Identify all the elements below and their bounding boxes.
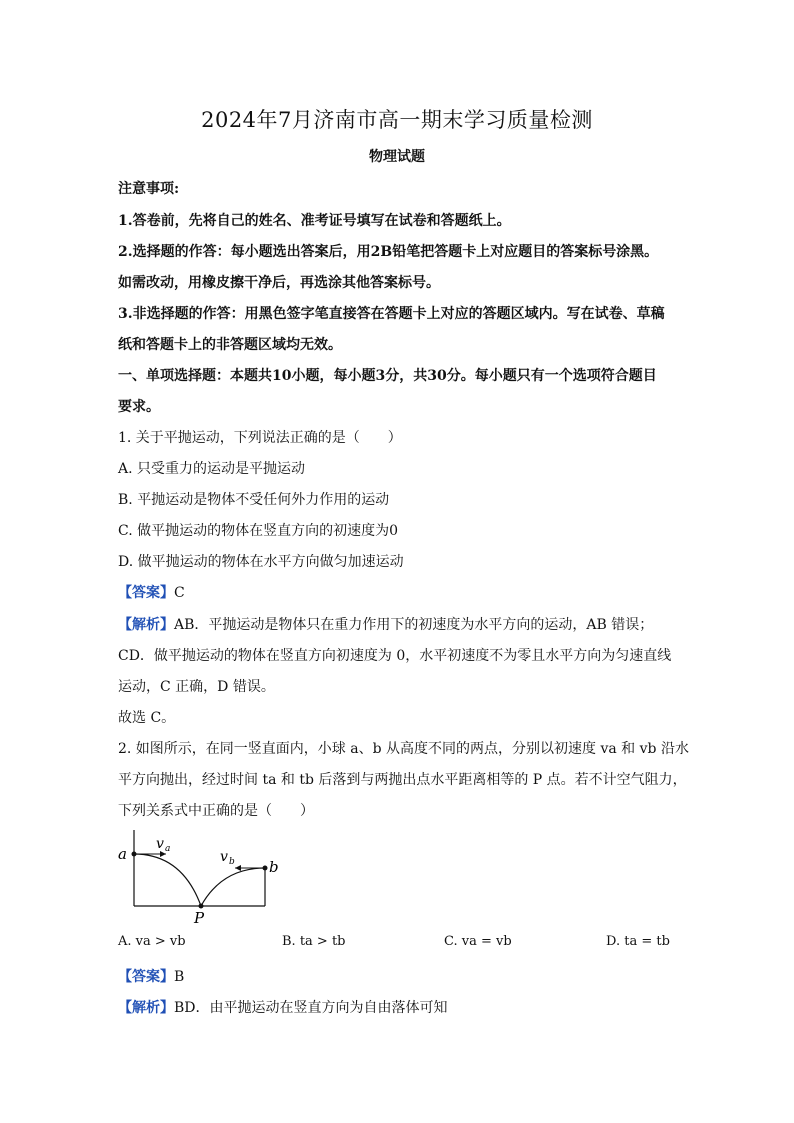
q2-answer-value: B: [174, 969, 185, 985]
section-heading-cont: 要求。: [118, 399, 160, 415]
note-3b: 纸和答题卡上的非答题区域均无效。: [118, 337, 342, 353]
page-title: 2024年7月济南市高一期末学习质量检测: [201, 108, 593, 132]
q2-option-d: D. ta = tb: [606, 934, 670, 949]
label-a: a: [118, 845, 127, 863]
label-b: b: [269, 858, 279, 876]
q2-answer: [118, 966, 678, 986]
q2-option-a: A. va > vb: [118, 934, 186, 949]
answer-tag: 【答案】: [118, 585, 174, 601]
q2-stem-1: 2. 如图所示，在同一竖直面内，小球 a、b 从高度不同的两点，分别以初速度 va 和 vb 沿水: [118, 741, 689, 757]
projectile-figure: [112, 826, 292, 926]
q1-conclusion: 故选 C。: [118, 710, 176, 726]
answer-tag: 【答案】: [118, 969, 174, 985]
q1-stem: 1. 关于平抛运动，下列说法正确的是（ ）: [118, 430, 402, 446]
page-subtitle: 物理试题: [369, 149, 425, 165]
label-vb: v: [220, 849, 228, 865]
q1-analysis-2: CD．做平抛运动的物体在竖直方向初速度为 0，水平初速度不为零且水平方向为匀速直线: [118, 648, 672, 664]
q1-option-a: A. 只受重力的运动是平抛运动: [118, 461, 306, 477]
q2-stem-2: 平方向抛出，经过时间 ta 和 tb 后落到与两抛出点水平距离相等的 P 点。若不计空气阻力，: [118, 772, 687, 788]
section-heading: 一、单项选择题：本题共10小题，每小题3分，共30分。每小题只有一个选项符合题目: [118, 368, 657, 384]
note-3a: 3.非选择题的作答：用黑色签字笔直接答在答题卡上对应的答题区域内。写在试卷、草稿: [118, 306, 665, 322]
q2-analysis-1: [118, 997, 678, 1017]
note-2a: 2.选择题的作答：每小题选出答案后，用2B铅笔把答题卡上对应题目的答案标号涂黑。: [118, 244, 659, 260]
q1-analysis-text-1: AB．平抛运动是物体只在重力作用下的初速度为水平方向的运动，AB 错误；: [174, 617, 654, 633]
q1-option-b: B. 平抛运动是物体不受任何外力作用的运动: [118, 492, 390, 508]
analysis-tag: 【解析】: [118, 617, 174, 633]
label-vb-sub: b: [229, 857, 235, 867]
point-b: [263, 866, 268, 871]
label-va-sub: a: [165, 844, 171, 854]
label-P: P: [194, 909, 205, 926]
point-P: [199, 904, 204, 909]
q1-option-d: D. 做平抛运动的物体在水平方向做匀加速运动: [118, 554, 404, 570]
q1-analysis-3: 运动，C 正确，D 错误。: [118, 679, 275, 695]
arrowhead-b: [235, 865, 241, 871]
trajectory-a: [134, 854, 201, 906]
note-2b: 如需改动，用橡皮擦干净后，再选涂其他答案标号。: [118, 275, 440, 291]
q1-answer: [118, 582, 678, 602]
q2-option-c: C. va = vb: [444, 934, 512, 949]
note-1: 1.答卷前，先将自己的姓名、准考证号填写在试卷和答题纸上。: [118, 213, 511, 229]
q2-analysis-text-1: BD．由平抛运动在竖直方向为自由落体可知: [174, 1000, 448, 1016]
point-a: [132, 852, 137, 857]
label-va: v: [156, 836, 164, 852]
q1-answer-value: C: [174, 585, 185, 601]
q2-stem-3: 下列关系式中正确的是（ ）: [118, 803, 314, 819]
notes-heading: 注意事项:: [118, 181, 180, 197]
q1-analysis-1: [118, 614, 678, 634]
trajectory-b: [201, 868, 265, 906]
q1-option-c: C. 做平抛运动的物体在竖直方向的初速度为0: [118, 523, 399, 539]
analysis-tag: 【解析】: [118, 1000, 174, 1016]
q2-option-b: B. ta > tb: [282, 934, 346, 949]
